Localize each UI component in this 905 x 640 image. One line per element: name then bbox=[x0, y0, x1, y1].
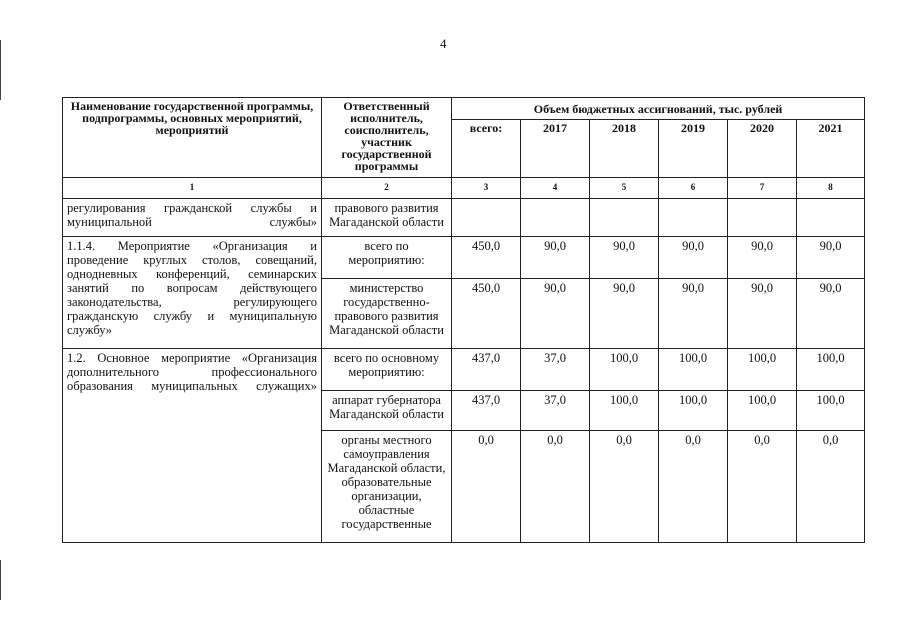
header-executor: Ответственный исполнитель, соисполнитель, участник государственной программы bbox=[322, 98, 452, 178]
value-cell: 0,0 bbox=[590, 431, 659, 543]
program-name-cell: 1.2. Основное мероприятие «Организация дополнительного профессионального образования муниципальных служащих» bbox=[63, 349, 322, 543]
column-number: 7 bbox=[728, 178, 797, 199]
header-year: 2021 bbox=[797, 120, 865, 178]
value-cell: 90,0 bbox=[590, 237, 659, 279]
column-number-row bbox=[63, 178, 865, 199]
value-cell: 450,0 bbox=[452, 237, 521, 279]
table-row bbox=[63, 199, 865, 237]
header-year: 2018 bbox=[590, 120, 659, 178]
executor-cell: всего по мероприятию: bbox=[322, 237, 452, 279]
value-cell bbox=[728, 199, 797, 237]
header-budget: Объем бюджетных ассигнований, тыс. рублей bbox=[452, 98, 865, 120]
column-number: 2 bbox=[322, 178, 452, 199]
value-cell: 0,0 bbox=[797, 431, 865, 543]
value-cell: 0,0 bbox=[728, 431, 797, 543]
executor-cell: аппарат губернатора Магаданской области bbox=[322, 391, 452, 431]
column-number: 6 bbox=[659, 178, 728, 199]
value-cell: 100,0 bbox=[797, 349, 865, 391]
table-row bbox=[63, 349, 865, 391]
value-cell: 100,0 bbox=[728, 391, 797, 431]
value-cell bbox=[797, 199, 865, 237]
value-cell: 37,0 bbox=[521, 391, 590, 431]
value-cell: 90,0 bbox=[797, 279, 865, 349]
executor-cell: министерство государственно-правового развития Магаданской области bbox=[322, 279, 452, 349]
value-cell bbox=[452, 199, 521, 237]
value-cell: 90,0 bbox=[590, 279, 659, 349]
header-total: всего: bbox=[452, 120, 521, 178]
value-cell: 100,0 bbox=[590, 349, 659, 391]
value-cell: 90,0 bbox=[521, 237, 590, 279]
column-number: 5 bbox=[590, 178, 659, 199]
scan-edge-mark bbox=[0, 40, 1, 100]
value-cell bbox=[659, 199, 728, 237]
value-cell: 90,0 bbox=[659, 237, 728, 279]
header-year: 2017 bbox=[521, 120, 590, 178]
value-cell: 90,0 bbox=[521, 279, 590, 349]
value-cell: 90,0 bbox=[728, 279, 797, 349]
value-cell: 437,0 bbox=[452, 391, 521, 431]
program-name-cell: 1.1.4. Мероприятие «Организация и проведение круглых столов, совещаний, однодневных конференций, семинарских занятий по вопросам действующего законодательства, регулирующего гражданскую службу и муниципальную службу» bbox=[63, 237, 322, 349]
column-number: 1 bbox=[63, 178, 322, 199]
header-program-name: Наименование государственной программы, подпрограммы, основных мероприятий, мероприятий bbox=[63, 98, 322, 178]
executor-cell: всего по основному мероприятию: bbox=[322, 349, 452, 391]
page-number: 4 bbox=[440, 36, 447, 51]
value-cell: 90,0 bbox=[728, 237, 797, 279]
header-year: 2020 bbox=[728, 120, 797, 178]
column-number: 8 bbox=[797, 178, 865, 199]
header-year: 2019 bbox=[659, 120, 728, 178]
value-cell: 0,0 bbox=[521, 431, 590, 543]
value-cell: 437,0 bbox=[452, 349, 521, 391]
value-cell: 100,0 bbox=[659, 349, 728, 391]
executor-cell: органы местного самоуправления Магаданской области, образовательные организации, областные государственные bbox=[322, 431, 452, 543]
value-cell bbox=[521, 199, 590, 237]
value-cell: 90,0 bbox=[797, 237, 865, 279]
budget-table bbox=[62, 97, 865, 543]
program-name-cell: регулирования гражданской службы и муниципальной службы» bbox=[63, 199, 322, 237]
scan-edge-mark bbox=[0, 560, 1, 600]
value-cell: 450,0 bbox=[452, 279, 521, 349]
value-cell: 90,0 bbox=[659, 279, 728, 349]
value-cell: 0,0 bbox=[659, 431, 728, 543]
table-row bbox=[63, 237, 865, 279]
value-cell: 100,0 bbox=[728, 349, 797, 391]
value-cell: 100,0 bbox=[590, 391, 659, 431]
value-cell bbox=[590, 199, 659, 237]
value-cell: 37,0 bbox=[521, 349, 590, 391]
column-number: 3 bbox=[452, 178, 521, 199]
executor-cell: правового развития Магаданской области bbox=[322, 199, 452, 237]
header-row bbox=[63, 98, 865, 120]
value-cell: 100,0 bbox=[797, 391, 865, 431]
column-number: 4 bbox=[521, 178, 590, 199]
value-cell: 0,0 bbox=[452, 431, 521, 543]
value-cell: 100,0 bbox=[659, 391, 728, 431]
